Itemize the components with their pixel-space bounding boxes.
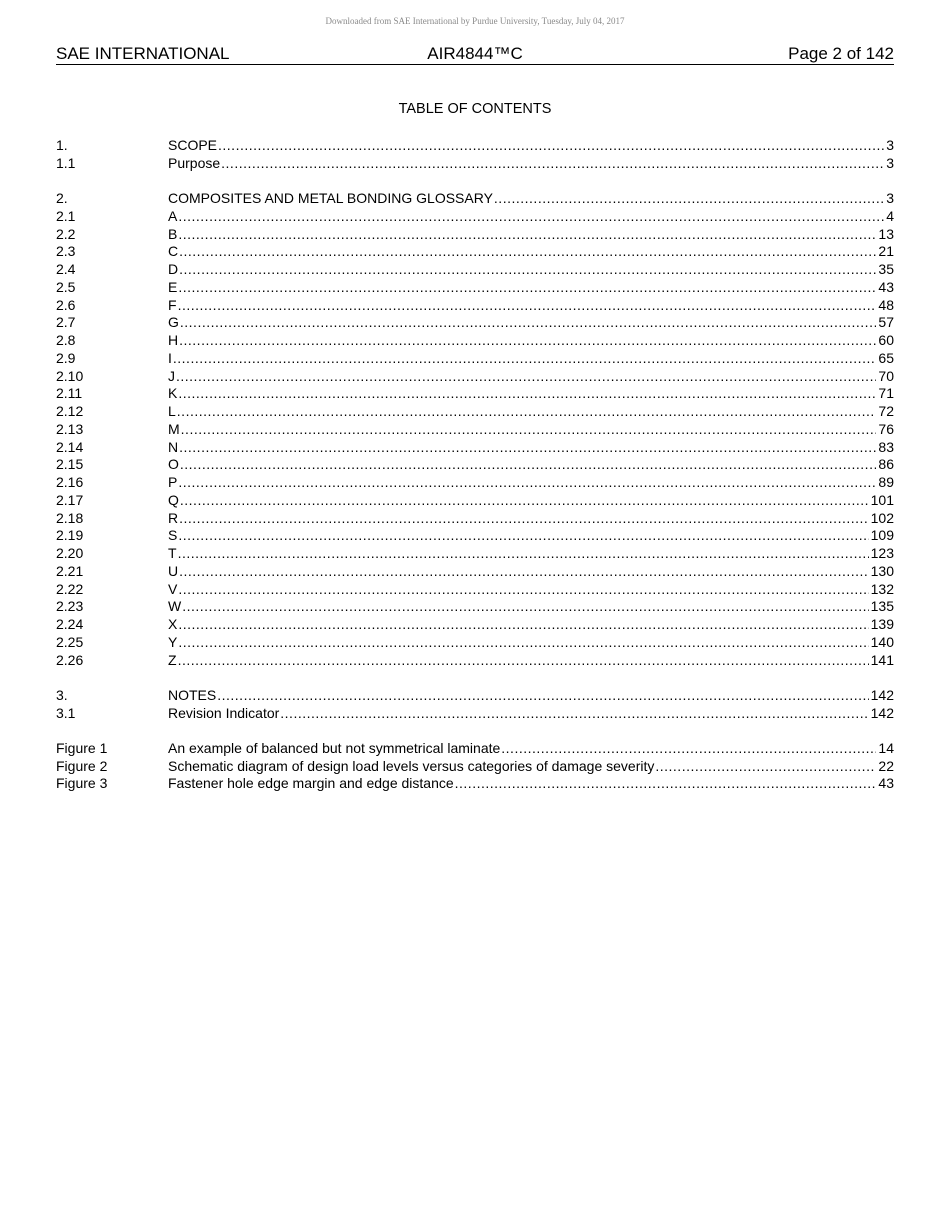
toc-dot-leader [177, 474, 876, 492]
toc-dot-leader [176, 403, 877, 421]
page-header [56, 43, 894, 65]
toc-entry-number: 2.17 [56, 491, 84, 508]
toc-dot-leader [177, 652, 869, 670]
toc-entry-title: Purpose [168, 154, 221, 171]
toc-entry-page: 142 [870, 704, 894, 721]
toc-entry-title: H [168, 332, 179, 348]
toc-entry-page: 3 [886, 190, 894, 206]
toc-dot-leader [177, 297, 877, 315]
toc-entry-link[interactable] [168, 297, 894, 315]
toc-entry-link[interactable] [168, 474, 894, 492]
toc-entry-title: Q [168, 491, 179, 508]
toc-dot-leader [177, 226, 876, 244]
toc-entry-link[interactable] [168, 652, 894, 670]
toc-dot-leader [220, 155, 884, 173]
toc-dot-leader [175, 368, 876, 386]
toc-entry-number: 2. [56, 190, 68, 206]
toc-entry-title: Schematic diagram of design load levels versus categories of damage severity [168, 757, 655, 774]
toc-entry-link[interactable] [168, 421, 894, 439]
toc-entry-page: 123 [870, 545, 894, 561]
toc-entry-number: 2.8 [56, 332, 76, 348]
toc-entry[interactable] [56, 652, 894, 670]
toc-entry[interactable] [56, 634, 894, 652]
toc-entry-title: E [168, 278, 178, 295]
toc-entry-link[interactable] [168, 439, 894, 457]
toc-entry-link[interactable] [168, 581, 894, 599]
toc-entry-title: U [168, 562, 179, 579]
toc-entry-number: 2.21 [56, 562, 84, 579]
toc-entry-link[interactable] [168, 527, 894, 545]
toc-entry-number: 2.25 [56, 633, 84, 650]
toc-entry-page: 130 [870, 562, 894, 579]
toc-entry[interactable] [56, 155, 894, 173]
toc-entry-link[interactable] [168, 208, 894, 226]
toc-entry-link[interactable] [168, 598, 894, 616]
toc-entry[interactable] [56, 226, 894, 244]
toc-entry-link[interactable] [168, 226, 894, 244]
toc-entry-title: O [168, 456, 179, 473]
toc-dot-leader [178, 439, 876, 457]
toc-entry-title: X [168, 616, 178, 632]
toc-entry-title: R [168, 509, 179, 526]
toc-entry-title: P [168, 474, 178, 490]
toc-entry-title: K [168, 385, 178, 402]
toc-dot-leader [454, 775, 877, 793]
toc-entry-number: 2.22 [56, 580, 84, 597]
toc-entry-title: V [168, 580, 178, 597]
toc-entry-number: 2.1 [56, 207, 76, 224]
toc-entry-title: N [168, 438, 179, 455]
toc-entry-page: 86 [878, 456, 894, 473]
toc-entry-link[interactable] [168, 385, 894, 403]
toc-entry-page: 83 [878, 438, 894, 455]
toc-entry-title: COMPOSITES AND METAL BONDING GLOSSARY [168, 190, 493, 206]
toc-entry-number: 2.4 [56, 261, 76, 277]
toc-entry-link[interactable] [168, 510, 894, 528]
toc-entry-page: 43 [878, 775, 894, 792]
header-page-number: Page 2 of 142 [788, 44, 894, 63]
toc-entry-title: D [168, 261, 179, 277]
toc-entry-number: 2.10 [56, 367, 84, 384]
toc-dot-leader [216, 687, 868, 705]
toc-entry-number: 1. [56, 137, 68, 153]
toc-dot-leader [178, 510, 869, 528]
toc-entry-title: W [168, 598, 182, 615]
toc-dot-leader [217, 137, 884, 155]
toc-entry-number: 2.13 [56, 420, 84, 437]
toc-entry[interactable] [56, 510, 894, 528]
toc-entry-number: 2.24 [56, 616, 84, 632]
toc-entry[interactable] [56, 243, 894, 261]
toc-entry-number: 2.6 [56, 296, 76, 313]
toc-entry[interactable] [56, 598, 894, 616]
toc-entry-number: 2.18 [56, 509, 84, 526]
table-of-contents [56, 137, 894, 793]
toc-entry-link[interactable] [168, 456, 894, 474]
toc-entry-link[interactable] [168, 190, 894, 208]
toc-entry-number: 2.11 [56, 385, 83, 402]
toc-entry-number: 2.20 [56, 545, 84, 561]
toc-entry-page: 70 [878, 367, 894, 384]
toc-entry[interactable] [56, 687, 894, 705]
toc-entry-title: L [168, 403, 176, 419]
toc-entry-title: Z [168, 651, 177, 668]
toc-entry-title: S [168, 527, 178, 544]
toc-entry-number: 2.5 [56, 278, 76, 295]
toc-entry-page: 71 [878, 385, 894, 402]
toc-entry[interactable] [56, 261, 894, 279]
toc-entry-page: 13 [878, 225, 894, 242]
toc-entry[interactable] [56, 314, 894, 332]
toc-dot-leader [177, 385, 876, 403]
toc-entry[interactable] [56, 492, 894, 510]
download-watermark: Downloaded from SAE International by Purdue University, Tuesday, July 04, 2017 [325, 16, 625, 26]
toc-entry-page: 132 [870, 580, 894, 597]
toc-entry[interactable] [56, 740, 894, 758]
header-document-id: AIR4844™C [427, 44, 523, 63]
toc-entry-title: J [168, 367, 175, 384]
toc-entry-page: 89 [878, 474, 894, 490]
toc-entry-page: 4 [886, 207, 894, 224]
toc-dot-leader [172, 350, 877, 368]
toc-dot-leader [178, 332, 876, 350]
toc-entry-page: 22 [878, 757, 894, 774]
toc-entry-link[interactable] [168, 634, 894, 652]
toc-entry-number: 3. [56, 686, 68, 703]
toc-entry-link[interactable] [168, 492, 894, 510]
toc-entry[interactable] [56, 705, 894, 723]
toc-entry[interactable] [56, 297, 894, 315]
toc-entry-number: Figure 2 [56, 757, 108, 774]
toc-entry-title: F [168, 296, 177, 313]
toc-entry[interactable] [56, 527, 894, 545]
toc-entry-number: 2.19 [56, 527, 84, 544]
toc-entry-title: G [168, 314, 179, 331]
toc-entry[interactable] [56, 190, 894, 208]
toc-entry[interactable] [56, 456, 894, 474]
toc-entry-page: 102 [870, 509, 894, 526]
toc-dot-leader [177, 616, 868, 634]
toc-entry-page: 35 [878, 261, 894, 277]
toc-entry-link[interactable] [168, 137, 894, 155]
toc-dot-leader [180, 421, 877, 439]
toc-dot-leader [500, 740, 876, 758]
toc-entry-link[interactable] [168, 332, 894, 350]
toc-dot-leader [177, 545, 869, 563]
toc-entry-link[interactable] [168, 403, 894, 421]
toc-entry-link[interactable] [168, 616, 894, 634]
toc-entry-title: Fastener hole edge margin and edge distance [168, 775, 454, 792]
toc-entry-page: 60 [878, 332, 894, 348]
toc-entry[interactable] [56, 385, 894, 403]
toc-entry-link[interactable] [168, 314, 894, 332]
toc-entry[interactable] [56, 563, 894, 581]
toc-entry[interactable] [56, 758, 894, 776]
toc-entry-number: Figure 3 [56, 775, 108, 792]
toc-dot-leader [178, 563, 869, 581]
toc-entry-title: Y [168, 633, 178, 650]
toc-entry-page: 141 [870, 651, 894, 668]
toc-dot-leader [179, 314, 877, 332]
toc-entry[interactable] [56, 350, 894, 368]
toc-dot-leader [177, 279, 876, 297]
toc-entry-page: 21 [878, 243, 894, 260]
toc-dot-leader [179, 456, 877, 474]
toc-entry[interactable] [56, 368, 894, 386]
toc-entry-link[interactable] [168, 155, 894, 173]
toc-entry-page: 72 [878, 403, 894, 419]
toc-entry-page: 140 [870, 633, 894, 650]
toc-entry-title: NOTES [168, 686, 217, 703]
toc-entry[interactable] [56, 439, 894, 457]
toc-dot-leader [279, 705, 868, 723]
toc-entry-number: 2.14 [56, 438, 84, 455]
toc-entry-link[interactable] [168, 775, 894, 793]
toc-entry-number: 2.2 [56, 225, 76, 242]
toc-entry[interactable] [56, 545, 894, 563]
toc-entry-page: 48 [878, 296, 894, 313]
toc-entry-link[interactable] [168, 243, 894, 261]
toc-entry-link[interactable] [168, 687, 894, 705]
toc-entry-number: 2.9 [56, 349, 76, 366]
toc-entry-page: 3 [886, 137, 894, 153]
toc-entry-title: SCOPE [168, 137, 218, 153]
toc-entry-number: 2.26 [56, 651, 84, 668]
toc-entry[interactable] [56, 208, 894, 226]
toc-entry-page: 65 [878, 349, 894, 366]
toc-entry[interactable] [56, 332, 894, 350]
toc-entry[interactable] [56, 474, 894, 492]
toc-entry-number: 2.12 [56, 403, 84, 419]
header-organization: SAE INTERNATIONAL [56, 44, 230, 63]
toc-dot-leader [177, 634, 868, 652]
toc-entry-number: 3.1 [56, 704, 76, 721]
toc-entry[interactable] [56, 581, 894, 599]
toc-entry-link[interactable] [168, 705, 894, 723]
toc-entry-number: 2.15 [56, 456, 84, 473]
toc-entry-page: 14 [878, 739, 894, 756]
toc-dot-leader [493, 190, 884, 208]
toc-entry-page: 101 [870, 491, 894, 508]
toc-dot-leader [177, 527, 868, 545]
toc-entry-page: 43 [878, 278, 894, 295]
toc-entry[interactable] [56, 421, 894, 439]
toc-title: TABLE OF CONTENTS [398, 101, 552, 117]
toc-entry-link[interactable] [168, 350, 894, 368]
toc-dot-leader [178, 243, 876, 261]
toc-entry-link[interactable] [168, 740, 894, 758]
toc-entry-number: 2.7 [56, 314, 76, 331]
toc-entry-page: 76 [878, 420, 894, 437]
toc-entry-title: Revision Indicator [168, 704, 280, 721]
toc-entry-title: T [168, 545, 177, 561]
toc-entry-number: 2.23 [56, 598, 84, 615]
toc-dot-leader [654, 758, 876, 776]
toc-dot-leader [178, 261, 876, 279]
toc-entry-link[interactable] [168, 758, 894, 776]
toc-dot-leader [177, 581, 868, 599]
toc-entry-title: An example of balanced but not symmetrical laminate [168, 739, 501, 756]
toc-entry-title: C [168, 243, 179, 260]
toc-entry[interactable] [56, 279, 894, 297]
toc-entry-title: I [168, 349, 172, 366]
toc-entry-number: 2.3 [56, 243, 76, 260]
toc-entry-title: M [168, 420, 180, 437]
toc-dot-leader [179, 492, 869, 510]
toc-entry-link[interactable] [168, 563, 894, 581]
toc-entry[interactable] [56, 616, 894, 634]
toc-entry-page: 139 [870, 616, 894, 632]
toc-entry-link[interactable] [168, 261, 894, 279]
toc-entry-page: 135 [870, 598, 894, 615]
toc-entry[interactable] [56, 137, 894, 155]
toc-entry-page: 57 [878, 314, 894, 331]
toc-entry-title: B [168, 225, 178, 242]
toc-entry[interactable] [56, 775, 894, 793]
toc-entry-link[interactable] [168, 368, 894, 386]
toc-entry-number: 1.1 [56, 154, 76, 171]
toc-entry-title: A [168, 207, 178, 224]
toc-entry-link[interactable] [168, 545, 894, 563]
toc-entry-link[interactable] [168, 279, 894, 297]
toc-dot-leader [177, 208, 884, 226]
toc-entry-page: 142 [870, 686, 894, 703]
toc-entry-page: 3 [886, 154, 894, 171]
toc-entry-number: Figure 1 [56, 739, 108, 756]
toc-entry-number: 2.16 [56, 474, 84, 490]
toc-entry[interactable] [56, 403, 894, 421]
toc-dot-leader [181, 598, 868, 616]
toc-entry-page: 109 [870, 527, 894, 544]
